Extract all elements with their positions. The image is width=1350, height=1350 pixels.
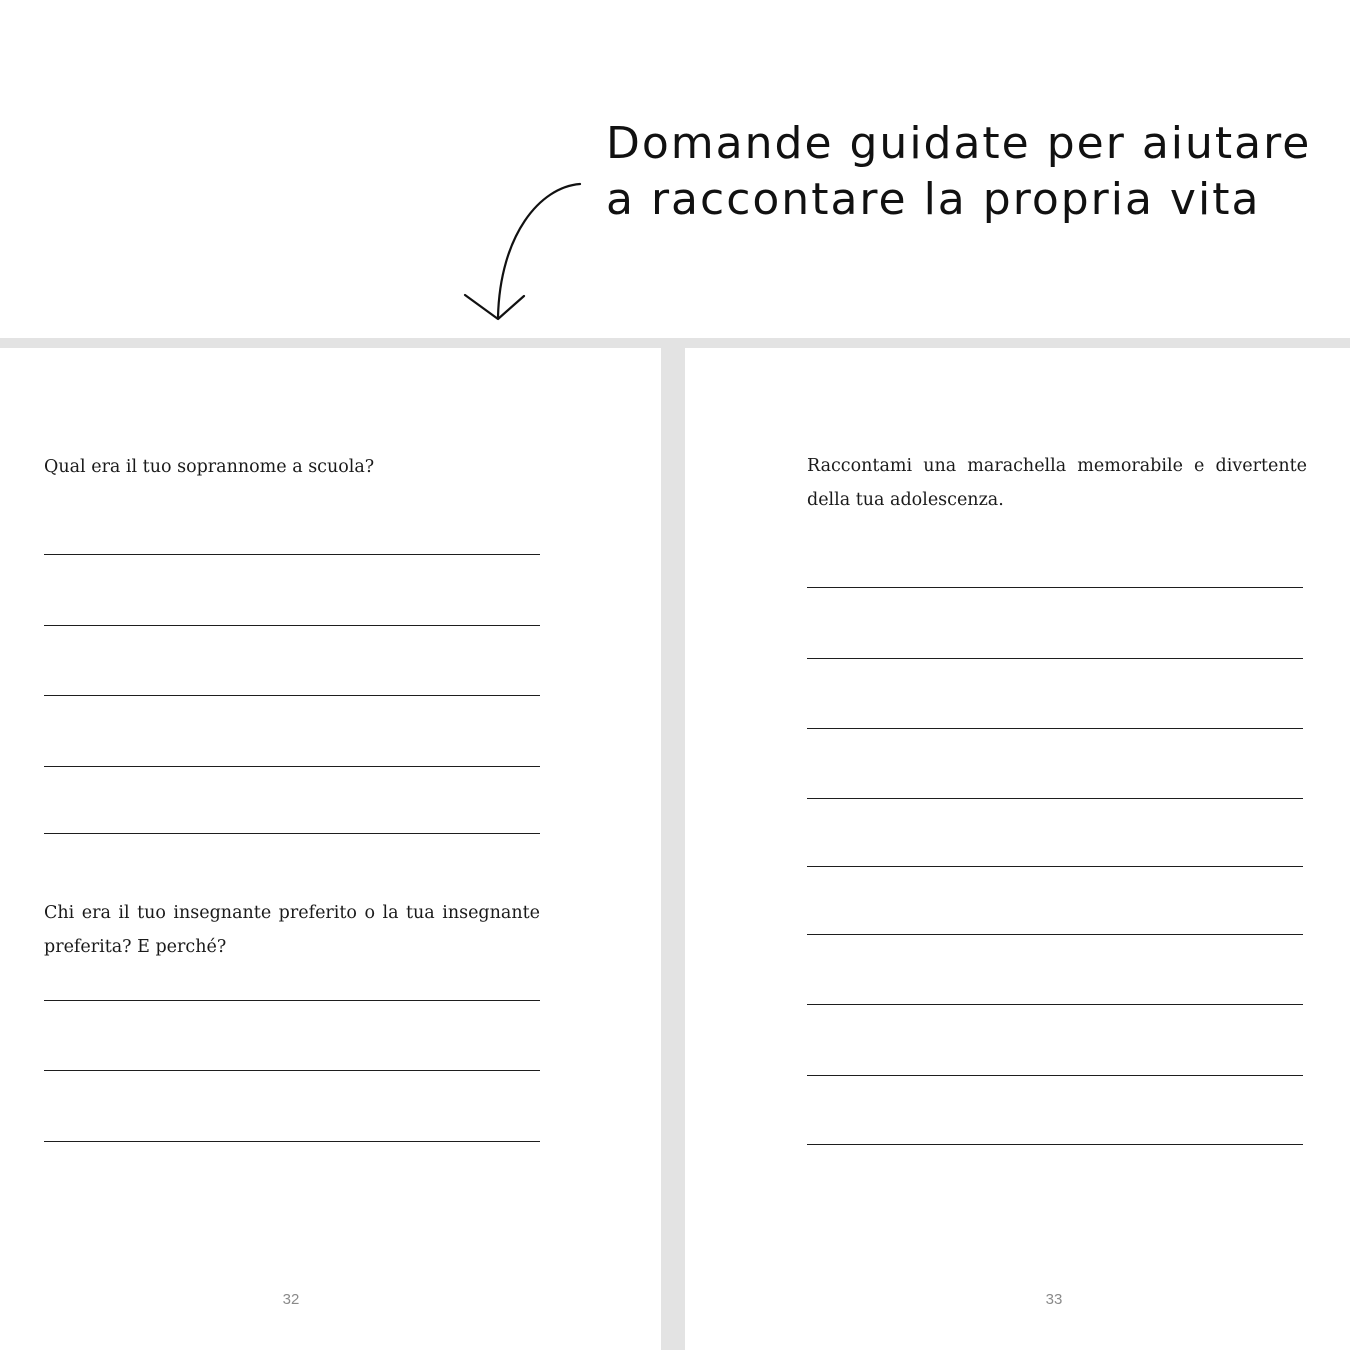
answer-line[interactable]: [807, 658, 1303, 659]
answer-line[interactable]: [807, 866, 1303, 867]
answer-line[interactable]: [44, 1070, 540, 1071]
page-32: [0, 348, 661, 1350]
caption-heading: [606, 116, 1326, 228]
answer-line[interactable]: [807, 1004, 1303, 1005]
answer-line[interactable]: [44, 833, 540, 834]
answer-line[interactable]: [44, 1000, 540, 1001]
caption-line-2: a raccontare la propria vita: [606, 174, 1261, 225]
answer-line[interactable]: [44, 695, 540, 696]
question-nickname: Qual era il tuo soprannome a scuola?: [44, 457, 375, 477]
answer-line[interactable]: [807, 728, 1303, 729]
answer-line[interactable]: [44, 1141, 540, 1142]
caption-line-1: Domande guidate per aiutare: [606, 118, 1312, 169]
answer-line[interactable]: [807, 934, 1303, 935]
document-viewer: [0, 338, 1350, 1350]
answer-line[interactable]: [807, 798, 1303, 799]
answer-line[interactable]: [44, 625, 540, 626]
curved-arrow-down-icon: [455, 175, 595, 335]
question-prank: Raccontami una marachella memorabile e divertente della tua adolescenza.: [807, 456, 1307, 510]
answer-line[interactable]: [807, 1075, 1303, 1076]
answer-line[interactable]: [807, 587, 1303, 588]
answer-line[interactable]: [807, 1144, 1303, 1145]
answer-line[interactable]: [44, 766, 540, 767]
answer-line[interactable]: [44, 554, 540, 555]
page-33: [685, 348, 1350, 1350]
page-number: 32: [282, 1291, 300, 1308]
page-number: 33: [1045, 1291, 1063, 1308]
question-favorite-teacher: Chi era il tuo insegnante preferito o la tua insegnante preferita? E perché?: [44, 903, 540, 957]
